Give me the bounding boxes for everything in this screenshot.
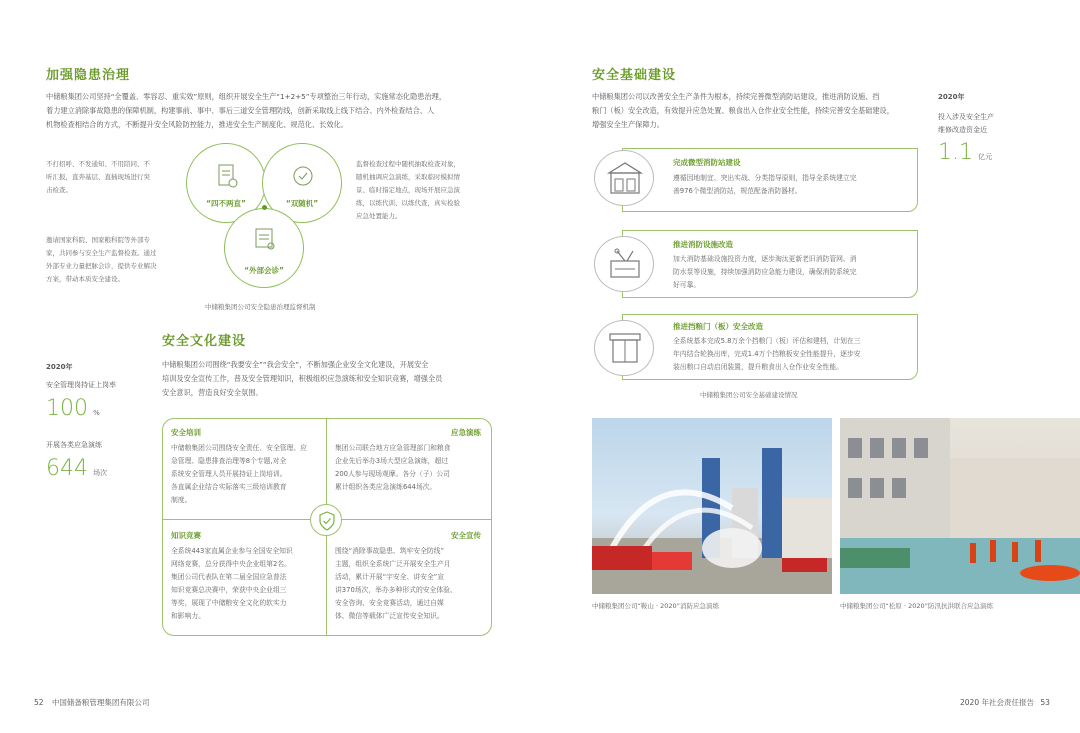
left-page-number: 52 (34, 698, 44, 707)
box-1-text: 遵循因地制宜、突出实战、分类指导原则，指导全系统建立完 善976个微型消防站，规范配备消防器材。 (673, 174, 857, 195)
refresh-check-icon (289, 162, 317, 190)
hazard-left-text-1: 不打招呼、不发通知、不用陪同、不 听汇报，直奔基层、直插现场进行突 击检查。 (46, 160, 150, 194)
box-3-title: 推进挡粮门（板）安全改造 (673, 322, 763, 331)
fire-station-box (622, 148, 918, 212)
flood-drill-scene (840, 418, 1080, 594)
box-2-text: 加大消防基础设施投资力度，逐步淘汰更新老旧消防管网、消 防水泵等设施，持续加强消防应急能力建设，确保消防系统完 好可靠。 (673, 255, 857, 289)
hazard-section-title: 加强隐患治理 (46, 68, 131, 83)
foundation-caption: 中储粮集团公司安全基础建设情况 (700, 391, 798, 399)
stat-2-unit: 场次 (93, 469, 108, 477)
fire-facility-icon-wrap (594, 236, 654, 292)
company-name: 中国储备粮管理集团有限公司 (51, 698, 150, 707)
training-text: 中储粮集团公司围绕安全责任、安全管理、应 急管理、隐患排查治理等8个专题,对全 系统安全管理人员开展持证上岗培训。 各直属企业结合实际落实三级培训教育 制度。 (171, 444, 307, 504)
document-check-icon (213, 162, 241, 190)
songyuan-drill-photo (840, 418, 1080, 594)
left-footer (34, 697, 149, 708)
stat-2 (46, 456, 107, 481)
circle-1-label: “四不两直” (206, 199, 246, 208)
anshan-drill-photo (592, 418, 832, 594)
hazard-left-text-2: 邀请国家科院、国家粮科院等外部专 家，共同参与安全生产监督检查。通过 外部专业力量把脉会诊，提供专业解决 方案，带动本质安全建设。 (46, 236, 157, 283)
box-3-text: 全系统基本完成5.8万余个挡粮门（板）评估和建档，计划在三 年内结合轮换出库，完成1.4万个挡粮板安全性能提升，逐步安 装出粮口自动启闭装置，提升粮食出入仓作业安全性能。 (673, 337, 861, 371)
contest-text: 全系统443家直属企业参与全国安全知识 网络竞赛，总分获得中央企业组第2名。 集团公司代表队在第二届全国应急普法 知识竞赛总决赛中，荣获中央企业组三 等奖，展现了中储粮安全文化的软实力 和影响力。 (171, 547, 293, 620)
contest-box (162, 519, 328, 636)
grain-door-icon-wrap (594, 320, 654, 376)
foundation-stat-label: 投入涉及安全生产 维修改造资金近 (938, 113, 994, 134)
box-1-title: 完成微型消防站建设 (673, 158, 741, 167)
stat-2-value: 644 (46, 456, 88, 481)
stat-2-label: 开展各类应急演练 (46, 441, 102, 449)
hazard-intro: 中储粮集团公司坚持“全覆盖、零容忍、重实效”原则，组织开展安全生产“1+2+5”专项整治三年行动，实施常态化隐患治理， 着力建立消除事故隐患的保障机制，构建事前、事中、事后三道安全管理防线，创新采取线上线下结合、内外检查结合、人 机物检查相结合的方式，不断提升安全风险防控能力，推进安全生产制度化、规范化、长效化。 (46, 92, 447, 129)
shield-emblem (310, 504, 342, 536)
foundation-stat (938, 140, 992, 165)
fire-drill-scene (592, 418, 832, 594)
circle-3-label: “外部会诊” (244, 266, 284, 275)
shield-check-icon (318, 511, 336, 531)
culture-section-title: 安全文化建设 (162, 334, 247, 349)
door-icon (607, 331, 643, 365)
drill-title: 应急演练 (451, 428, 481, 437)
culture-stat-year: 2020年 (46, 363, 73, 371)
hazard-caption: 中储粮集团公司安全隐患治理监督机制 (205, 303, 316, 311)
foundation-intro: 中储粮集团公司以改善安全生产条件为根本，持续完善微型消防站建设，推进消防设施、挡 粮门（板）安全改造，有效提升应急处置、粮食出入仓作业安全性能，持续完善安全基础建设， 增强安全生产保障力。 (592, 92, 894, 129)
culture-intro: 中储粮集团公司围绕“我要安全”“我会安全”，不断加强企业安全文化建设，开展安全 培训及安全宣传工作，普及安全管理知识，积极组织应急演练和安全知识竞赛，增强全员 安全意识，营造良好安全氛围。 (162, 360, 443, 397)
fire-station-icon-wrap (594, 150, 654, 206)
fire-station-icon (607, 161, 643, 195)
stat-1-unit: % (93, 409, 100, 417)
foundation-stat-year: 2020年 (938, 93, 965, 101)
stat-1-value: 100 (46, 396, 88, 421)
foundation-stat-unit: 亿元 (978, 153, 993, 161)
training-box (162, 418, 328, 521)
grain-door-box (622, 314, 918, 380)
circle-2-label: “双随机” (285, 199, 319, 208)
promo-title: 安全宣传 (451, 531, 481, 540)
contest-title: 知识竞赛 (171, 531, 201, 540)
circle-junction-dot (262, 205, 267, 210)
stat-1-label: 安全管理岗持证上岗率 (46, 381, 116, 389)
right-page-number: 53 (1040, 698, 1050, 707)
drill-text: 集团公司联合地方应急管理部门和粮食 企业先后举办3场大型应急演练，超过 200人参与现场观摩。各分（子）公司 累计组织各类应急演练644场次。 (335, 444, 451, 491)
foundation-section-title: 安全基础建设 (592, 68, 677, 83)
report-name: 2020 年社会责任报告 (960, 698, 1034, 707)
right-footer (960, 697, 1050, 708)
box-2-title: 推进消防设施改造 (673, 240, 733, 249)
certificate-icon (251, 225, 279, 253)
photo-1-caption: 中储粮集团公司“鞍山 · 2020”消防应急演练 (592, 602, 719, 610)
fire-facility-box (622, 230, 918, 298)
tools-icon (607, 247, 643, 281)
stat-1 (46, 396, 100, 421)
drill-box (326, 418, 492, 521)
hazard-right-text: 监督检查过程中随机抽取检查对象， 随机抽调应急演练，采取临时模拟情 景、临时指定地点，现场开展应急演 练，以练代训、以练代查，真实检验 应急处置能力。 (356, 160, 460, 220)
training-title: 安全培训 (171, 428, 201, 437)
promo-box (326, 519, 492, 636)
foundation-stat-value: 1.1 (938, 140, 973, 165)
photo-2-caption: 中储粮集团公司“松原 · 2020”防汛抗洪联合应急演练 (840, 602, 993, 610)
circle-external-consult (224, 208, 304, 288)
promo-text: 围绕“消除事故隐患、筑牢安全防线” 主题，组织全系统广泛开展安全生产月 活动，累计开展“宇安全、讲安全”宣 讲370场次，举办多种形式的安全体验、 安全咨询、安全竞赛活动，通过自媒 体、微信等载体广泛宣传安全知识。 (335, 547, 457, 620)
